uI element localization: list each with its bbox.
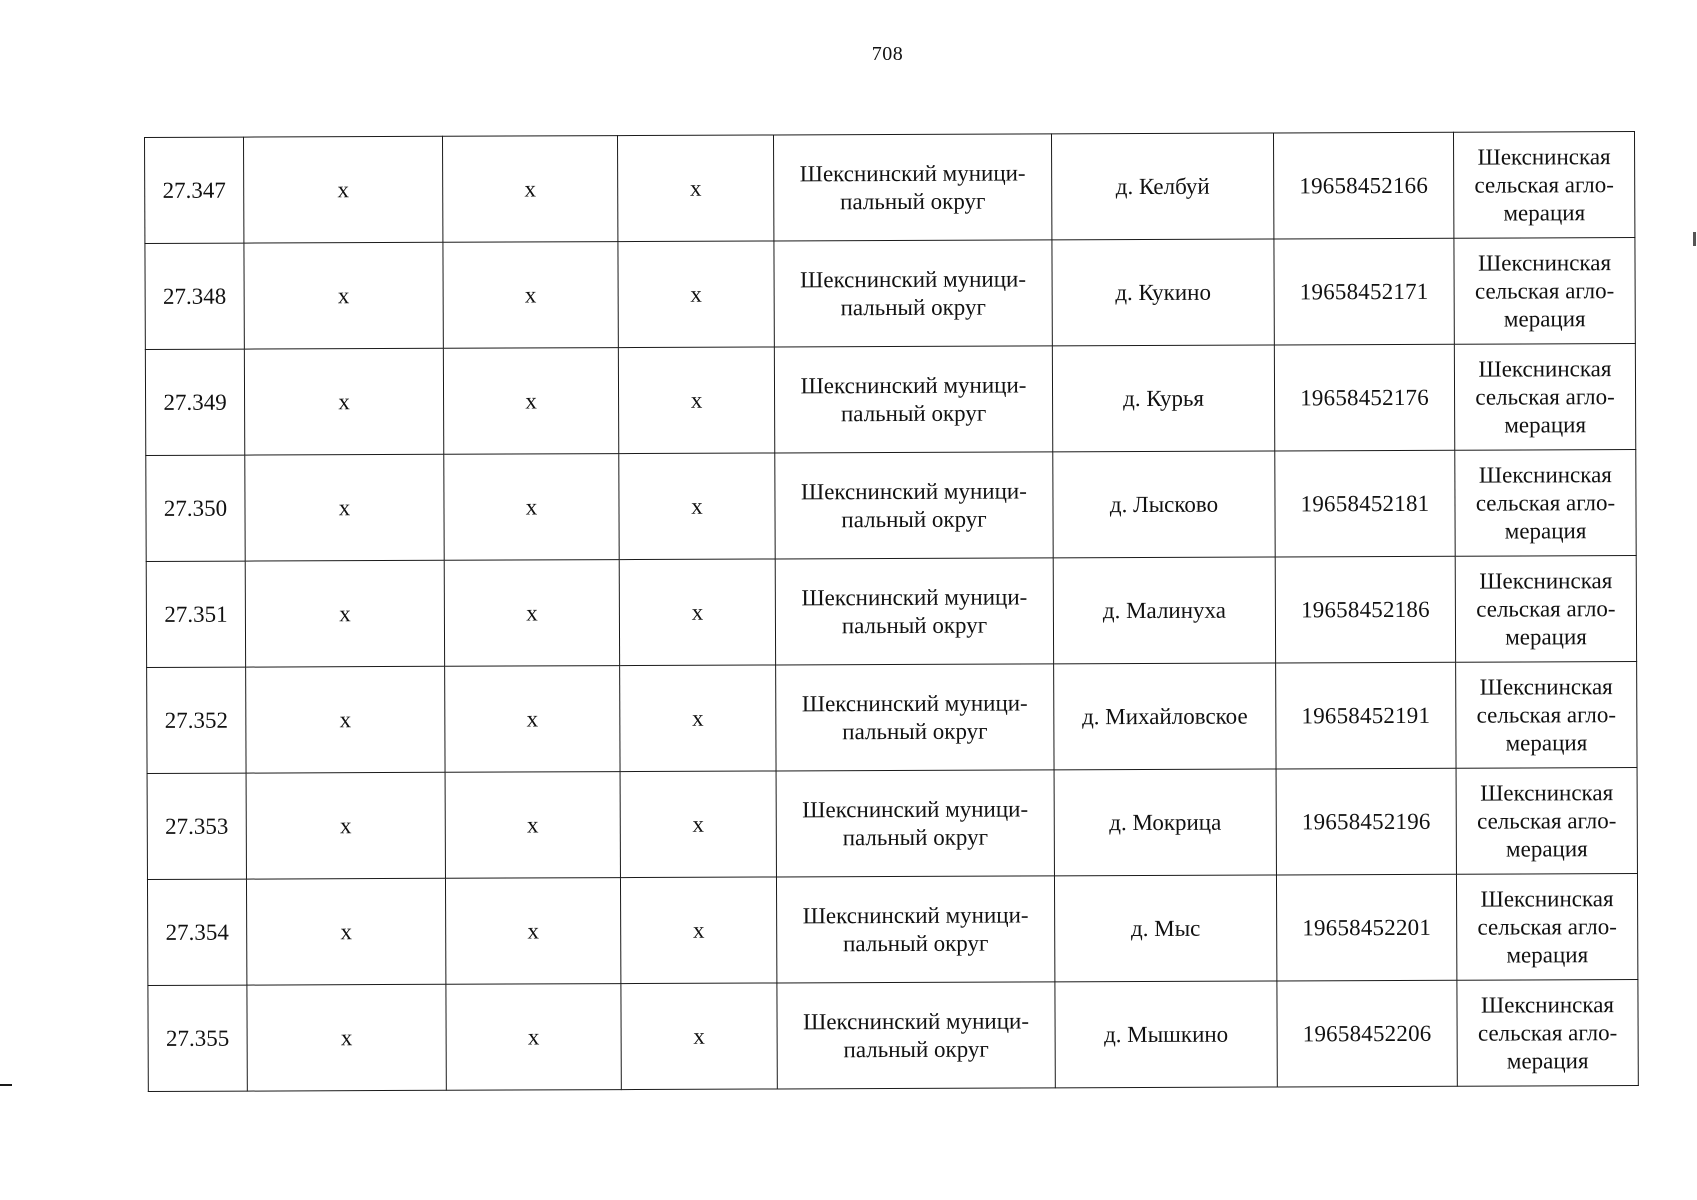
row-number-cell: 27.350 (146, 455, 245, 561)
oktmo-code-cell: 19658452181 (1275, 450, 1455, 557)
settlement-cell: д. Лысково (1053, 451, 1275, 558)
page-number: 708 (871, 43, 904, 65)
municipal-district-cell: Шекснинский муници-пальный округ (776, 770, 1054, 877)
x-cell: x (620, 665, 776, 772)
municipal-district-cell: Шекснинский муници-пальный округ (776, 876, 1054, 983)
row-number-cell: 27.353 (147, 773, 246, 879)
left-margin-mark (0, 1084, 12, 1086)
agglomeration-cell: Шекснинская сельская агло-мерация (1457, 980, 1638, 1087)
municipal-district-cell: Шекснинский муници-пальный округ (775, 558, 1053, 665)
x-cell: x (445, 666, 620, 773)
oktmo-code-cell: 19658452201 (1276, 874, 1456, 981)
agglomeration-cell: Шекснинская сельская агло-мерация (1453, 132, 1634, 239)
settlement-cell: д. Михайловское (1054, 663, 1276, 770)
x-cell: x (442, 136, 617, 243)
x-cell: x (620, 877, 776, 984)
row-number-cell: 27.354 (147, 879, 246, 985)
x-cell: x (443, 348, 618, 455)
agglomeration-cell: Шекснинская сельская агло-мерация (1454, 238, 1635, 345)
row-number-cell: 27.351 (146, 561, 245, 667)
row-number-cell: 27.348 (145, 243, 244, 349)
x-cell: x (244, 242, 443, 349)
agglomeration-cell: Шекснинская сельская агло-мерация (1456, 662, 1637, 769)
x-cell: x (619, 559, 775, 666)
oktmo-code-cell: 19658452196 (1276, 768, 1456, 875)
x-cell: x (621, 983, 777, 1090)
x-cell: x (244, 136, 443, 243)
table-row (146, 450, 1636, 562)
x-cell: x (245, 454, 444, 561)
x-cell: x (618, 241, 774, 348)
x-cell: x (443, 242, 618, 349)
table-row (147, 662, 1637, 774)
x-cell: x (618, 347, 774, 454)
settlement-cell: д. Мышкино (1055, 981, 1277, 1088)
municipal-district-cell: Шекснинский муници-пальный округ (776, 664, 1054, 771)
x-cell: x (244, 348, 443, 455)
row-number-cell: 27.355 (148, 985, 247, 1091)
settlement-cell: д. Келбуй (1051, 133, 1273, 240)
x-cell: x (246, 666, 445, 773)
oktmo-code-cell: 19658452206 (1277, 980, 1457, 1087)
x-cell: x (445, 772, 620, 879)
table-row (147, 874, 1637, 986)
table-row (146, 556, 1636, 668)
row-number-cell: 27.349 (145, 349, 244, 455)
settlement-cell: д. Мокрица (1054, 769, 1276, 876)
table-row (145, 238, 1635, 350)
agglomeration-cell: Шекснинская сельская агло-мерация (1455, 556, 1636, 663)
municipal-district-cell: Шекснинский муници-пальный округ (774, 240, 1052, 347)
table-row (145, 344, 1635, 456)
oktmo-code-cell: 19658452166 (1273, 132, 1453, 239)
settlement-cell: д. Кукино (1052, 239, 1274, 346)
table-row (145, 132, 1635, 244)
agglomeration-cell: Шекснинская сельская агло-мерация (1455, 450, 1636, 557)
x-cell: x (445, 878, 620, 985)
settlement-cell: д. Малинуха (1053, 557, 1275, 664)
x-cell: x (619, 453, 775, 560)
municipal-district-cell: Шекснинский муници-пальный округ (773, 134, 1051, 241)
municipal-district-cell: Шекснинский муници-пальный округ (774, 346, 1052, 453)
x-cell: x (246, 772, 445, 879)
x-cell: x (446, 984, 621, 1091)
row-number-cell: 27.352 (147, 667, 246, 773)
settlement-cell: д. Мыс (1054, 875, 1276, 982)
x-cell: x (444, 560, 619, 667)
agglomeration-cell: Шекснинская сельская агло-мерация (1454, 344, 1635, 451)
oktmo-code-cell: 19658452186 (1275, 556, 1455, 663)
x-cell: x (617, 135, 773, 242)
oktmo-code-cell: 19658452191 (1276, 662, 1456, 769)
x-cell: x (245, 560, 444, 667)
oktmo-code-cell: 19658452176 (1274, 344, 1454, 451)
oktmo-code-cell: 19658452171 (1274, 238, 1454, 345)
agglomeration-cell: Шекснинская сельская агло-мерация (1456, 874, 1637, 981)
x-cell: x (444, 454, 619, 561)
municipal-district-cell: Шекснинский муници-пальный округ (777, 982, 1055, 1089)
table-row (148, 980, 1638, 1092)
x-cell: x (246, 878, 445, 985)
x-cell: x (620, 771, 776, 878)
municipal-district-cell: Шекснинский муници-пальный округ (775, 452, 1053, 559)
x-cell: x (247, 984, 446, 1091)
settlement-cell: д. Курья (1052, 345, 1274, 452)
agglomeration-cell: Шекснинская сельская агло-мерация (1456, 768, 1637, 875)
table-row (147, 768, 1637, 880)
settlements-table (144, 131, 1639, 1092)
right-edge-mark (1693, 232, 1696, 246)
row-number-cell: 27.347 (145, 137, 244, 243)
